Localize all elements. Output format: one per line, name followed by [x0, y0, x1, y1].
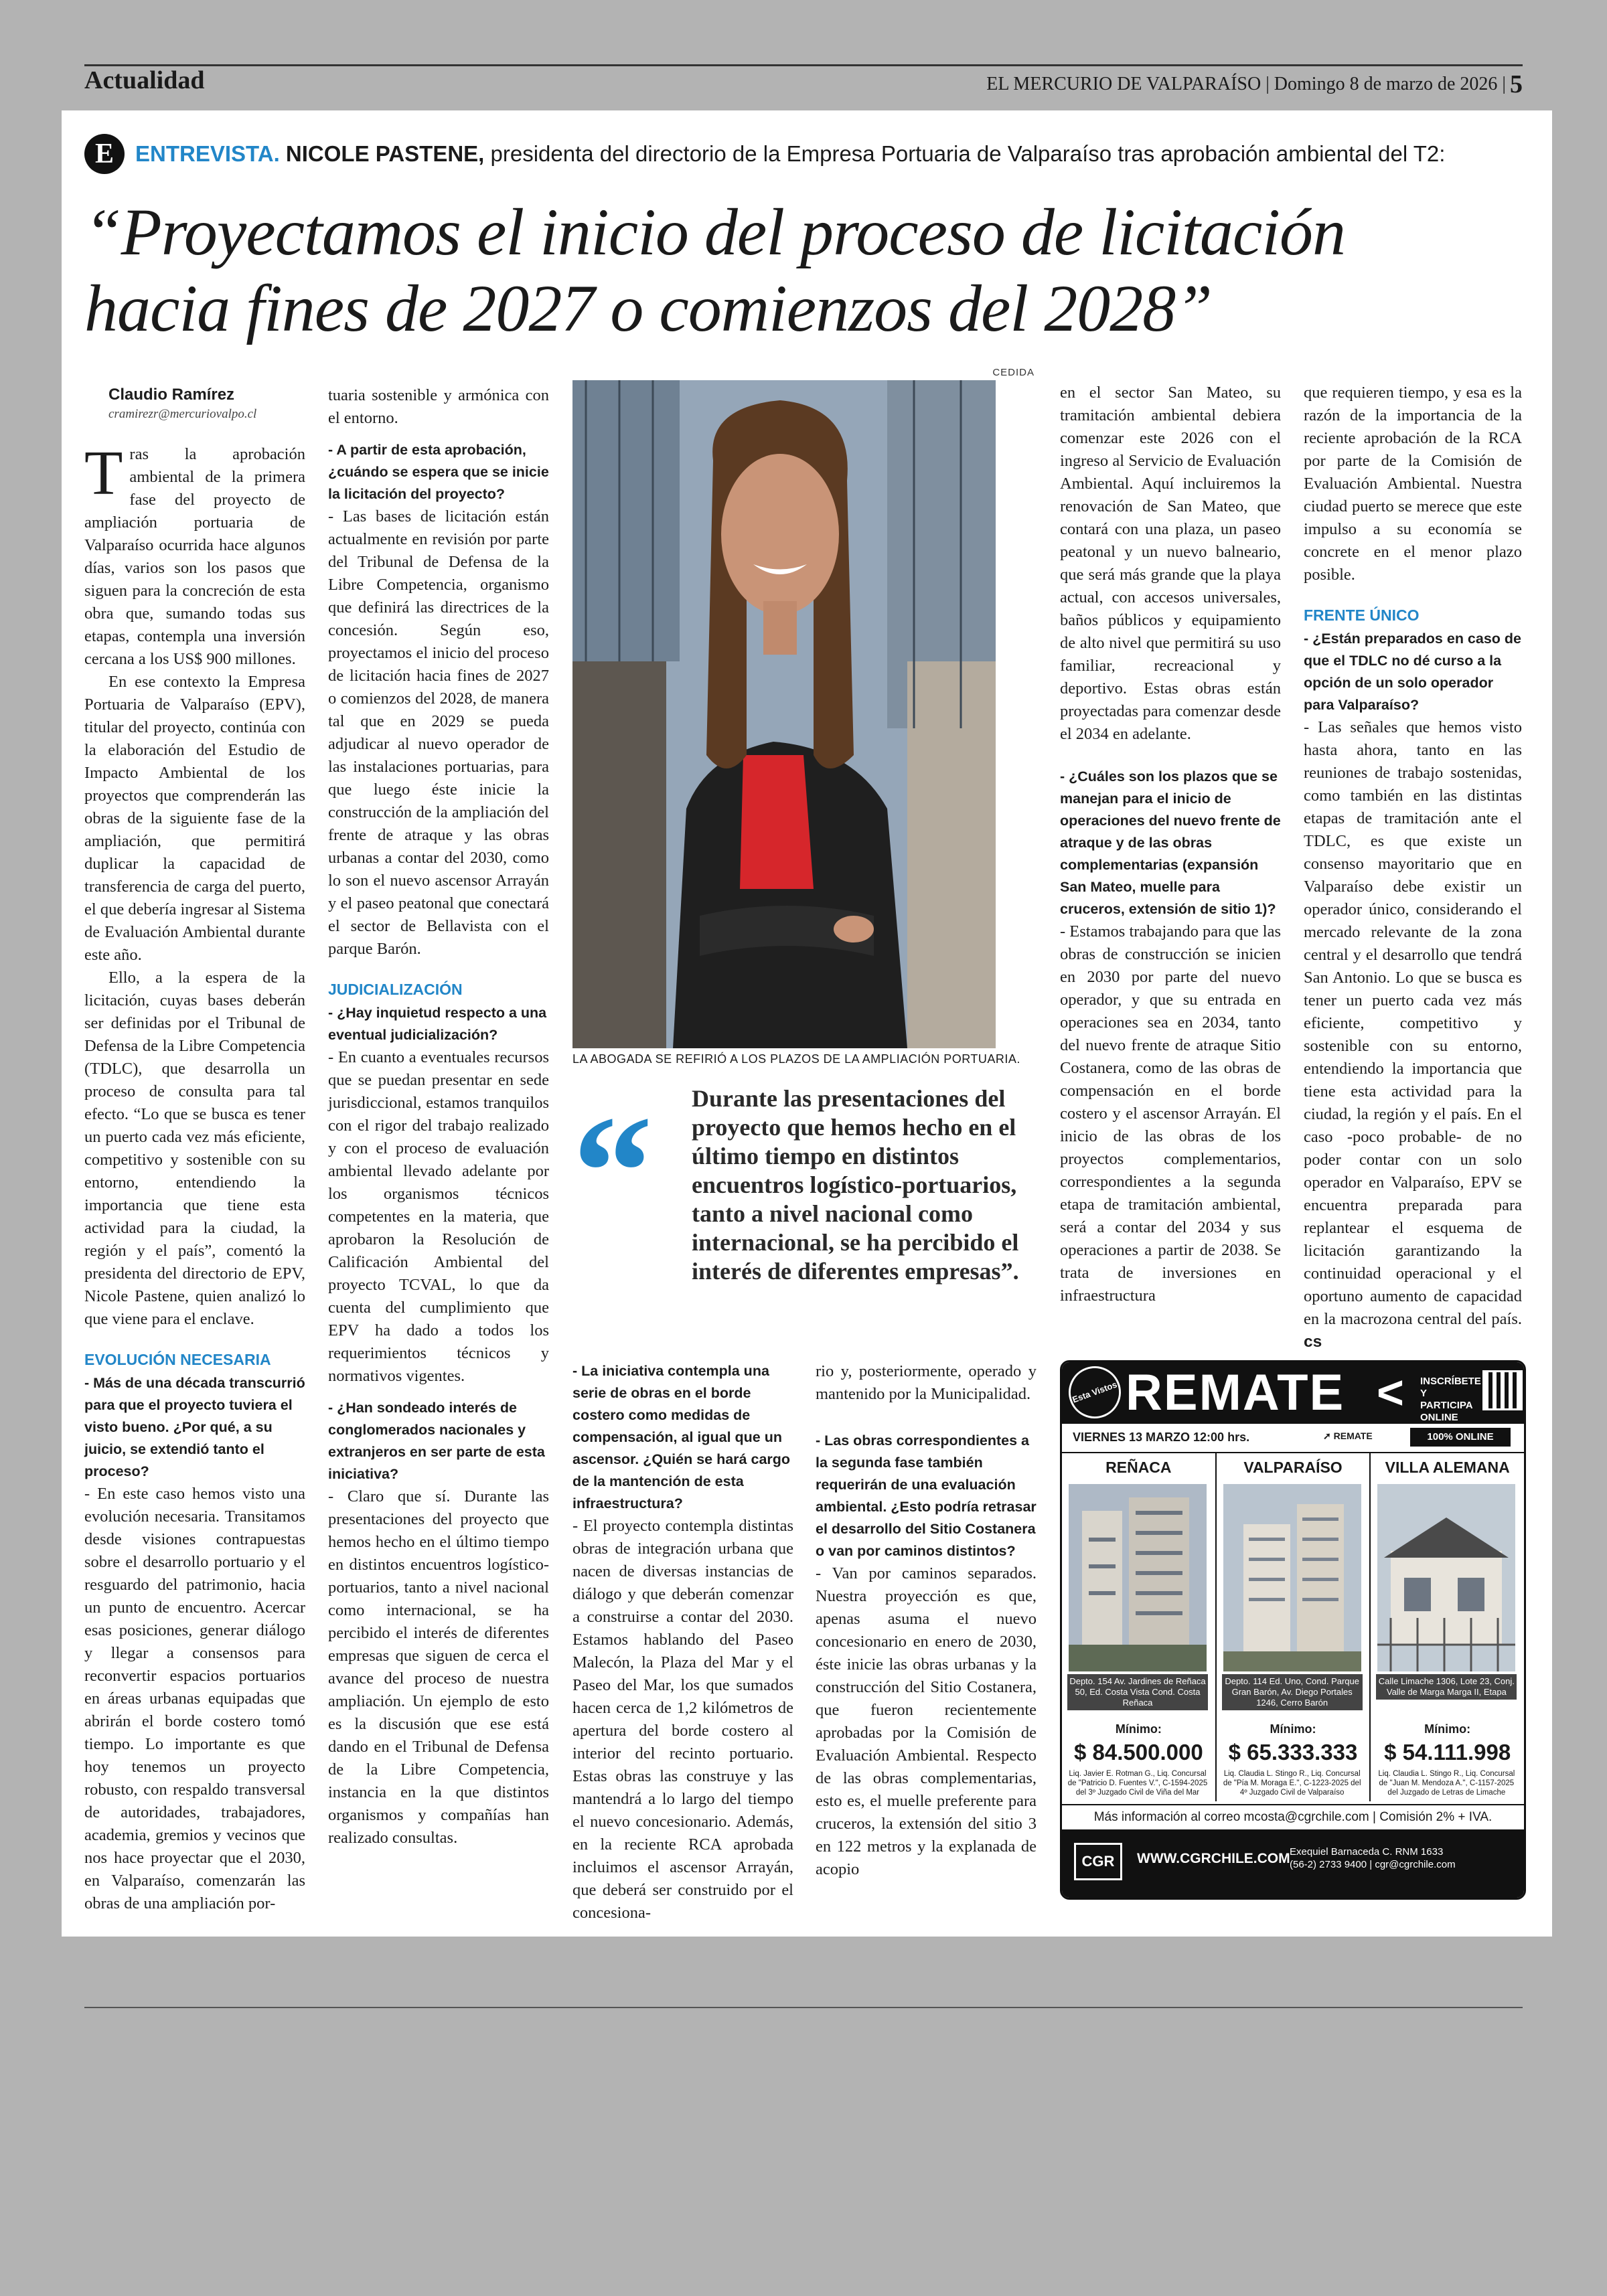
lead-paragraph: Tras la aprobación ambiental de la primera fase del proyecto de ampliación portuaria de Valparaíso ocurrida hace algunos días, varios son los pasos que siguen para la concreción de esta obra que, sumando todas sus etapas, contempla una inversión cercana a los US$ 900 millones.	[84, 438, 305, 668]
question: - A partir de esta aprobación, ¿cuándo se espera que se inicie la licitación del proyecto?	[328, 442, 549, 502]
listing-liquidator: Liq. Claudia L. Stingo R., Liq. Concursal de "Pía M. Moraga E.", C-1223-2025 del 4º Juzgado Civil de Valparaíso	[1223, 1770, 1361, 1797]
pull-quote	[572, 1084, 1028, 1285]
listing-price: $ 84.500.000	[1073, 1740, 1203, 1765]
answer: - Claro que sí. Durante las presentaciones del proyecto que hemos hecho en el último tiempo en distintos encuentros logístico-portuarios, tanto a nivel nacional como internacional, se ha percibido el interés de diferentes empresas que siguen de cerca el avance del proceso de nuestra ampliación. Un ejemplo de esto es la discusión que ese está dando en el Tribunal de Defensa de la Libre Competencia, instancia en la que distintos organismos y compañías han realizado consultas.	[328, 1487, 549, 1847]
kicker-label: ENTREVISTA.	[135, 141, 280, 166]
kicker-role: presidenta del directorio de la Empresa Portuaria de Valparaíso tras aprobación ambiental del T2:	[484, 141, 1446, 166]
headline-line-2: hacia fines de 2027 o comienzos del 2028”	[84, 271, 1212, 345]
answer: - En cuanto a eventuales recursos que se puedan presentar en sede jurisdiccional, estamos tranquilos con el rigor del trabajo realizado y con el proceso de evaluación ambiental llevado adelante por los organismos técnicos competentes en la materia, que aprobaron la Resolución de Calificación Ambiental del proyecto TCVAL, lo que da cuenta del cumplimiento que EPV ha dado a todos los requerimientos técnicos y normativos vigentes.	[328, 1048, 549, 1385]
publication-info: EL MERCURIO DE VALPARAÍSO | Domingo 8 de marzo de 2026 | 5	[986, 70, 1523, 98]
author-email: cramirezr@mercuriovalpo.cl	[108, 407, 257, 421]
answer: - Estamos trabajando para que las obras de construcción se inicien en 2030 por parte del nuevo operador, y que su entrada en operaciones sea en 2034, tanto del nuevo frente de atraque Sitio Costanera, como de las obras de compensación en el borde costero y el ascensor Arrayán. El inicio de las obras de los proyectos complementarios, correspondientes a la segunda etapa de tramitación ambiental, será a contar del 2034 y sus operaciones a partir de 2038. Se trata de inversiones en infraestructura	[1060, 922, 1281, 1305]
listing-villa-alemana[interactable]	[1371, 1453, 1524, 1801]
quote-mark-icon: “	[572, 1082, 653, 1260]
page-number: 5	[1510, 70, 1523, 98]
ad-listings	[1062, 1453, 1524, 1801]
author: Claudio Ramírez	[108, 386, 235, 404]
paragraph: En ese contexto la Empresa Portuaria de Valparaíso (EPV), titular del proyecto, continúa con la elaboración del Estudio de Impacto Ambiental de los proyectos que comprenderán las obras de la siguiente fase de la ampliación, que permitirá duplicar la capacidad de transferencia de carga del puerto, el que debería ingresar al Sistema de Evaluación Ambiental durante este año.	[84, 673, 305, 964]
pull-quote-text: Durante las presentaciones del proyecto que hemos hecho en el último tiempo en distintos encuentros logístico-portuarios, tanto a nivel nacional como internacional, se ha percibido el interés de diferentes empresas”.	[692, 1085, 1019, 1285]
answer: - Van por caminos separados. Nuestra proyección es que, apenas asuma el nuevo concesionario en enero de 2030, éste inicie las obras urbanas y la construcción del Sitio Costanera, que fueron recientemente aprobadas por la Comisión de Evaluación Ambiental. Respecto de las obras complementarias, esto es, el muelle preferente para cruceros, la extensión del sitio 3 en 122 metros y la explanada de acopio	[816, 1564, 1037, 1878]
paragraph: Ello, a la espera de la licitación, cuyas bases deberán ser definidas por el Tribunal de Defensa de la Libre Competencia (TDLC), que desarrolla un proceso de consulta para tal efecto. “Lo que se busca es tener un puerto cada vez más eficiente, competitivo y sostenible con su entorno, entendiendo la importancia que tiene esta actividad para la ciudad, la región y el país”, comentó la presidenta del directorio de EPV, Nicole Pastene, quien analizó lo que viene para el enclave.	[84, 969, 305, 1328]
paragraph: tuaria sostenible y armónica con el entorno.	[328, 386, 549, 427]
section-title: Actualidad	[84, 66, 205, 94]
answer: - En este caso hemos visto una evolución necesaria. Transitamos desde visiones contrapuestas sobre el desarrollo portuario y el resguardo del patrimonio, hacia un punto de encuentro. Acercar esas posiciones, generar diálogo y llegar a consensos para reconvertir espacios portuarios en áreas urbanas equipadas que abrirán el borde costero tomó tiempo. Lo importante es que hoy tenemos un proyecto robusto, con respaldo transversal de autoridades, trabajadores, academia, gremios y vecinos que nos hace proyectar que el 2030, en Valparaíso, comenzarán las obras de una ampliación por-	[84, 1485, 305, 1912]
ad-title: REMATE	[1126, 1364, 1345, 1421]
building-photo	[1069, 1484, 1207, 1671]
portrait-illustration	[572, 380, 996, 1048]
question: - La iniciativa contempla una serie de obras en el borde costero como medidas de compensación, al igual que un ascensor. ¿Quién se hará cargo de la mantención de esta infraestructura?	[572, 1363, 791, 1511]
end-mark-icon: cs	[1304, 1333, 1322, 1351]
publication-date: Domingo 8 de marzo de 2026	[1274, 74, 1498, 94]
ad-header	[1062, 1362, 1524, 1424]
listing-city: VALPARAÍSO	[1243, 1459, 1343, 1476]
listing-valparaiso[interactable]	[1217, 1453, 1371, 1801]
ad-subscribe: INSCRÍBETE Y PARTICIPA ONLINE	[1420, 1376, 1481, 1423]
listing-address: Depto. 114 Ed. Uno, Cond. Parque Gran Barón, Av. Diego Portales 1246, Cerro Barón	[1222, 1674, 1363, 1710]
building-photo	[1223, 1484, 1361, 1671]
ad-contact-name: Exequiel Barnaceda C. RNM 1633	[1290, 1846, 1444, 1858]
column-4	[816, 1360, 1037, 1881]
question: - ¿Cuáles son los plazos que se manejan para el inicio de operaciones del nuevo frente de atraque y de las obras complementarias (expansión San Mateo, muelle para cruceros, extensión de sitio 1)?	[1060, 768, 1281, 917]
listing-liquidator: Liq. Javier E. Rotman G., Liq. Concursal de "Patricio D. Fuentes V.", C-1594-2025 del 3º Juzgado Civil de Viña del Mar	[1067, 1770, 1208, 1797]
paragraph: que requieren tiempo, y esa es la razón de la importancia de la reciente aprobación de la RCA por parte de la Comisión de Evaluación Ambiental. Nuestra ciudad puerto se merece que este impulso a su economía se concrete en el menor plazo posible.	[1304, 384, 1522, 584]
qr-code-icon[interactable]	[1482, 1370, 1523, 1410]
listing-liquidator: Liq. Claudia L. Stingo R., Liq. Concursal de "Juan M. Mendoza A.", C-1157-2025 del Juzgado de Letras de Limache	[1378, 1770, 1515, 1797]
kicker	[84, 133, 1445, 175]
subhead-evolucion: EVOLUCIÓN NECESARIA	[84, 1351, 271, 1368]
ad-date: VIERNES 13 MARZO 12:00 hrs.	[1073, 1430, 1250, 1444]
drop-cap: T	[84, 438, 123, 508]
listing-city: REÑACA	[1105, 1459, 1172, 1476]
headline-line-1: “Proyectamos el inicio del proceso de licitación	[84, 195, 1346, 269]
headline	[84, 194, 1490, 347]
answer: - Las bases de licitación están actualmente en revisión por parte del Tribunal de Defensa de la Libre Competencia, organismo que definirá las directrices de la concesión. Según eso, proyectamos el inicio del proceso de licitación hacia fines de 2027 o comienzos del 2028, de manera tal que en 2029 se pueda adjudicar al nuevo operador de las instalaciones portuarias, para que luego éste inicie la construcción de la ampliación del frente de atraque y las obras urbanas a contar del 2030, como lo son el nuevo ascensor Arrayán y el paseo peatonal que conectará el sector de Bellavista con el parque Barón.	[328, 507, 549, 958]
chevron-left-icon: <	[1377, 1366, 1404, 1418]
answer: - Las señales que hemos visto hasta ahora, tanto en las reuniones de trabajo sostenidas, como también en las distintas etapas de tramitación ante el TDLC, es que existe un consenso mayoritario que en Valparaíso debe existir un operador único, considerando el mercado relevante de la zona central y el desarrollo que tendrá San Antonio. Lo que se busca es tener un puerto cada vez más eficiente, competitivo y sostenible con su entorno, entendiendo la importancia que tiene esta actividad para la ciudad, la región y el país. En el caso -poco probable- de no poder contar con un solo operador en Valparaíso, EPV se encuentra preparada para replantear el esquema de licitación garantizando la continuidad operacional y el oportuno aumento de capacidad en la macrozona central del país. cs	[1304, 718, 1522, 1351]
ad-remate-tag: ➚ REMATE	[1323, 1430, 1373, 1441]
min-label: Mínimo:	[1115, 1722, 1162, 1736]
answer: - El proyecto contempla distintas obras de integración urbana que nacen de diversas instancias de diálogo y que deberán comenzar a construirse a contar del 2030. Estamos hablando del Paseo Malecón, la Plaza del Mar y el Paseo del Mar, los que sumados hacen cerca de 1,2 kilómetros de apertura del borde costero al interior del recinto portuario. Estas obras las construye y las mantendrá a lo largo del tiempo el nuevo concesionario. Además, en la reciente RCA aprobada incluimos el ascensor Arrayán, que deberá ser construido por el concesiona-	[572, 1517, 793, 1922]
cgr-logo: CGR	[1074, 1843, 1122, 1880]
ad-footer	[1062, 1829, 1524, 1898]
ad-online-tag: 100% ONLINE	[1410, 1428, 1511, 1447]
column-1	[84, 384, 305, 1915]
column-2	[328, 384, 549, 1850]
ad-contact	[1290, 1846, 1456, 1871]
listing-price: $ 65.333.333	[1228, 1740, 1358, 1765]
top-rule	[84, 64, 1523, 66]
question: - Más de una década transcurrió para que el proyecto tuviera el visto bueno. ¿Por qué, a su juicio, se extendió tanto el proceso?	[84, 1375, 305, 1479]
kicker-name: NICOLE PASTENE,	[285, 141, 485, 166]
listing-city: VILLA ALEMANA	[1385, 1459, 1510, 1476]
ad-info[interactable]: Más información al correo mcosta@cgrchile.com | Comisión 2% + IVA.	[1062, 1804, 1524, 1829]
photo-caption: LA ABOGADA SE REFIRIÓ A LOS PLAZOS DE LA AMPLIACIÓN PORTUARIA.	[572, 1052, 1020, 1066]
listing-address: Calle Limache 1306, Lote 23, Conj. Valle de Marga Marga II, Etapa	[1376, 1674, 1517, 1700]
subhead-judicializacion: JUDICIALIZACIÓN	[328, 981, 463, 998]
portrait-photo	[572, 380, 996, 1048]
ad-date-bar	[1062, 1424, 1524, 1453]
question: - ¿Hay inquietud respecto a una eventual judicialización?	[328, 1005, 547, 1043]
paragraph: rio y, posteriormente, operado y mantenido por la Municipalidad.	[816, 1362, 1037, 1403]
listing-price: $ 54.111.998	[1384, 1740, 1511, 1765]
question: - Las obras correspondientes a la segunda fase también requerirán de una evaluación ambiental. ¿Esto podría retrasar el desarrollo del Sitio Costanera o van por caminos distintos?	[816, 1432, 1037, 1559]
subhead-frente-unico: FRENTE ÚNICO	[1304, 606, 1420, 624]
listing-address: Depto. 154 Av. Jardines de Reñaca 50, Ed. Costa Vista Cond. Costa Reñaca	[1067, 1674, 1208, 1710]
column-6	[1304, 382, 1522, 1354]
paragraph: en el sector San Mateo, su tramitación ambiental debiera comenzar este 2026 con el ingreso al Servicio de Evaluación Ambiental. Aquí incluiremos la renovación de San Mateo, que contará con una plaza, un paseo peatonal y un nuevo balneario, que será más grande que la playa actual, con accesos universales, baños públicos y equipamiento de alto nivel que permitirá su uso familiar, recreacional y deportivo. Estas obras están proyectadas para comenzar desde el 2034 en adelante.	[1060, 384, 1281, 743]
remate-advertisement[interactable]	[1060, 1360, 1526, 1900]
column-5	[1060, 382, 1281, 1307]
house-photo	[1377, 1484, 1515, 1671]
ad-website-link[interactable]: WWW.CGRCHILE.COM	[1137, 1851, 1290, 1866]
ad-badge: Esta Vistos	[1061, 1360, 1128, 1426]
bottom-rule	[84, 2007, 1523, 2008]
min-label: Mínimo:	[1270, 1722, 1316, 1736]
photo-credit: CEDIDA	[992, 367, 1035, 378]
listing-renaca[interactable]	[1062, 1453, 1217, 1801]
ad-contact-phone: (56-2) 2733 9400 | cgr@cgrchile.com	[1290, 1859, 1456, 1870]
column-3	[572, 1360, 793, 1924]
entrevista-badge: E	[84, 134, 125, 174]
min-label: Mínimo:	[1424, 1722, 1471, 1736]
question: - ¿Están preparados en caso de que el TDLC no dé curso a la opción de un solo operador para Valparaíso?	[1304, 631, 1521, 713]
question: - ¿Han sondeado interés de conglomerados nacionales y extranjeros en ser parte de esta iniciativa?	[328, 1400, 545, 1482]
publication-name: EL MERCURIO DE VALPARAÍSO	[986, 74, 1261, 94]
